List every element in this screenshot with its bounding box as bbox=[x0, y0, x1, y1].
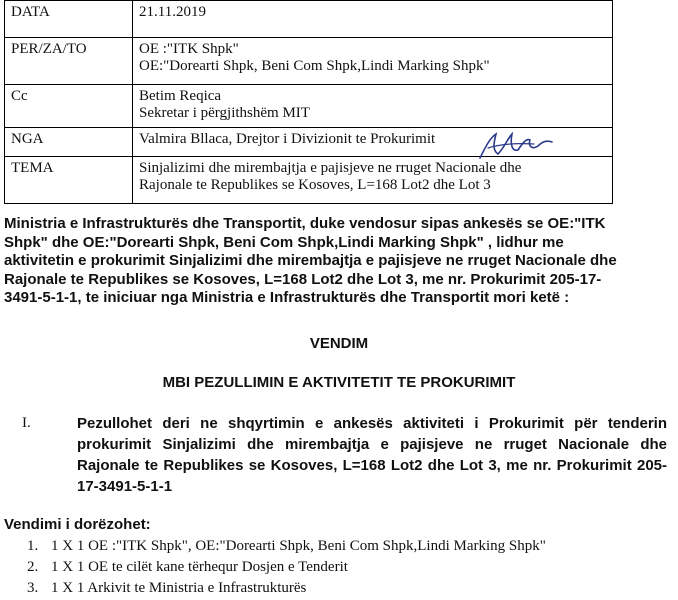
header-value bbox=[133, 1, 613, 38]
list-item bbox=[27, 536, 546, 557]
header-key: PER/ZA/TO bbox=[5, 38, 133, 85]
header-key: Cc bbox=[5, 85, 133, 128]
handwritten-signature bbox=[476, 128, 556, 164]
header-value-line: Rajonale te Republikes se Kosoves, L=168 Lot2 dhe Lot 3 bbox=[139, 177, 491, 193]
decision-item-text: Pezullohet deri ne shqyrtimin e ankesës aktiviteti i Prokurimit për tenderin prokurimit Sinjalizimi dhe mirembajtja e pajisjeve ne rruget Nacionale dhe Rajonale te Republikes se Kosoves, L=168 Lot2 dhe Lot 3, me nr. Prokurimit 205-17-3491-5-1-1 bbox=[77, 415, 667, 495]
list-item-text: 1 X 1 Arkivit te Ministria e Infrastrukturës bbox=[51, 580, 307, 596]
header-value-line: OE :"ITK Shpk" bbox=[139, 41, 239, 57]
header-row-cc bbox=[5, 85, 613, 128]
list-item bbox=[27, 557, 546, 578]
intro-paragraph: Ministria e Infrastrukturës dhe Transportit, duke vendosur sipas ankesës se OE:"ITK Shpk" dhe OE:"Dorearti Shpk, Beni Com Shpk,Lindi Marking Shpk" , lidhur me aktivitetin e prokurimit Sinjalizimi dhe mirembajtja e pajisjeve ne rruget Nacionale dhe Rajonale te Republikes se Kosoves, L=168 Lot2 dhe Lot 3, me nr. Prokurimit 205-17-3491-5-1-1, te iniciuar nga Ministria e Infrastrukturës dhe Transportit mori ketë : bbox=[4, 215, 617, 306]
decision-title: VENDIM bbox=[309, 335, 369, 352]
header-value-line: Sinjalizimi dhe mirembajtja e pajisjeve ne rruget Nacionale dhe bbox=[139, 160, 522, 176]
header-table bbox=[4, 0, 613, 204]
header-value bbox=[133, 85, 613, 128]
header-key: DATA bbox=[5, 1, 133, 38]
header-row-date bbox=[5, 1, 613, 38]
header-value-line: OE:"Dorearti Shpk, Beni Com Shpk,Lindi Marking Shpk" bbox=[139, 58, 490, 74]
header-value-line: Betim Reqica bbox=[139, 88, 222, 104]
decision-item-number: I. bbox=[22, 415, 31, 431]
decision-subtitle: MBI PEZULLIMIN E AKTIVITETIT TE PROKURIMIT bbox=[162, 374, 516, 391]
header-key: TEMA bbox=[5, 157, 133, 204]
delivery-heading: Vendimi i dorëzohet: bbox=[4, 516, 151, 533]
list-item-text: 1 X 1 OE te cilët kane tërhequr Dosjen e Tenderit bbox=[51, 559, 348, 575]
list-item-number: 1. bbox=[27, 538, 39, 554]
header-value-line: Sekretar i përgjithshëm MIT bbox=[139, 105, 310, 121]
header-row-to bbox=[5, 38, 613, 85]
header-value-line: Valmira Bllaca, Drejtor i Divizionit te Prokurimit bbox=[139, 131, 436, 147]
header-value-line: 21.11.2019 bbox=[139, 4, 206, 20]
list-item bbox=[27, 578, 546, 599]
delivery-list bbox=[27, 536, 546, 599]
list-item-text: 1 X 1 OE :"ITK Shpk", OE:"Dorearti Shpk, Beni Com Shpk,Lindi Marking Shpk" bbox=[51, 538, 546, 554]
header-value bbox=[133, 38, 613, 85]
list-item-number: 3. bbox=[27, 580, 39, 596]
header-key: NGA bbox=[5, 128, 133, 157]
list-item-number: 2. bbox=[27, 559, 39, 575]
